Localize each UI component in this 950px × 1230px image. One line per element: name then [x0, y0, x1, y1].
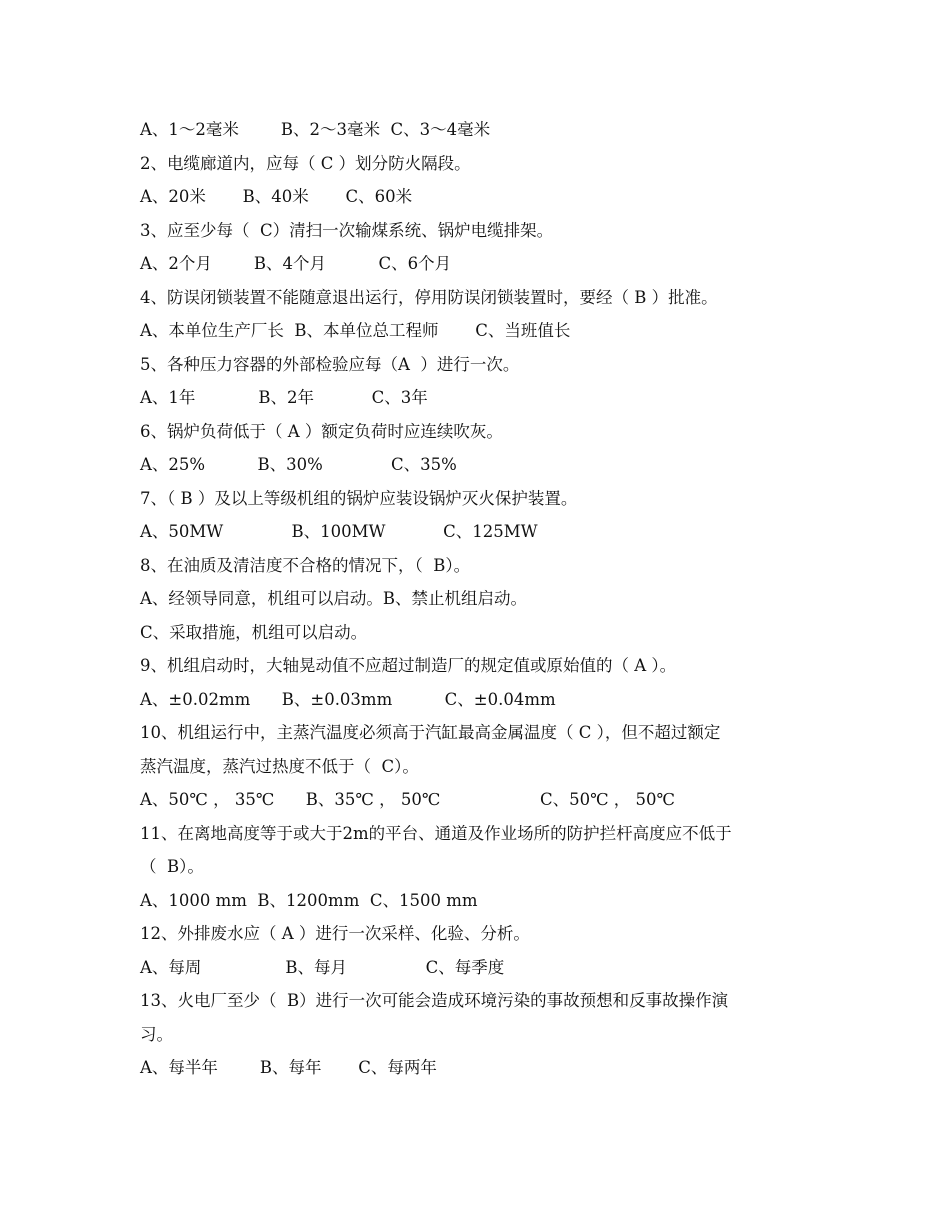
answer-options-line: A、±0.02mm B、±0.03mm C、±0.04mm — [140, 689, 556, 709]
answer-options-line: A、经领导同意，机组可以启动。B、禁止机组启动。 — [140, 589, 528, 608]
answer-options-line: A、1年 B、2年 C、3年 — [140, 388, 428, 407]
answer-options-line: A、25% B、30% C、35% — [140, 455, 457, 474]
question-3: 3、应至少每（ C）清扫一次输煤系统、锅炉电缆排架。 — [140, 220, 554, 240]
answer-options-line: A、1～2毫米 B、2～3毫米 C、3～4毫米 — [140, 120, 491, 139]
question-7: 7、（ B ）及以上等级机组的锅炉应装设锅炉灭火保护装置。 — [140, 488, 578, 508]
question-13-continued: 习。 — [140, 1024, 173, 1044]
answer-options-line: A、50MW B、100MW C、125MW — [140, 522, 538, 541]
question-6: 6、锅炉负荷低于（ A ）额定负荷时应连续吹灰。 — [140, 421, 503, 441]
question-11: 11、在离地高度等于或大于2m的平台、通道及作业场所的防护拦杆高度应不低于 — [140, 823, 732, 843]
answer-options-line: A、20米 B、40米 C、60米 — [140, 187, 413, 206]
question-8: 8、在油质及清洁度不合格的情况下，（ B）。 — [140, 555, 471, 575]
answer-options-line: C、采取措施，机组可以启动。 — [140, 622, 368, 642]
question-10-continued: 蒸汽温度，蒸汽过热度不低于（ C）。 — [140, 756, 419, 776]
answer-options-line: A、50℃ ， 35℃ B、35℃ ， 50℃ C、50℃ ， 50℃ — [140, 790, 675, 809]
question-11-continued: （ B）。 — [140, 857, 204, 876]
question-9: 9、机组启动时，大轴晃动值不应超过制造厂的规定值或原始值的（ A ）。 — [140, 656, 677, 675]
answer-options-line: A、每半年 B、每年 C、每两年 — [140, 1058, 437, 1077]
question-10: 10、机组运行中，主蒸汽温度必须高于汽缸最高金属温度（ C ），但不超过额定 — [140, 723, 721, 742]
question-5: 5、各种压力容器的外部检验应每（A ）进行一次。 — [140, 354, 520, 374]
answer-options-line: A、每周 B、每月 C、每季度 — [140, 957, 505, 977]
document-body — [140, 113, 815, 1085]
question-2: 2、电缆廊道内，应每（ C ）划分防火隔段。 — [140, 153, 471, 173]
answer-options-line: A、2个月 B、4个月 C、6个月 — [140, 254, 452, 273]
answer-options-line: A、1000 mm B、1200mm C、1500 mm — [140, 890, 478, 910]
question-4: 4、防误闭锁装置不能随意退出运行，停用防误闭锁装置时，要经（ B ）批准。 — [140, 287, 718, 307]
question-12: 12、外排废水应（ A ）进行一次采样、化验、分析。 — [140, 924, 530, 943]
question-13: 13、火电厂至少（ B）进行一次可能会造成环境污染的事故预想和反事故操作演 — [140, 991, 729, 1010]
answer-options-line: A、本单位生产厂长 B、本单位总工程师 C、当班值长 — [140, 321, 571, 340]
